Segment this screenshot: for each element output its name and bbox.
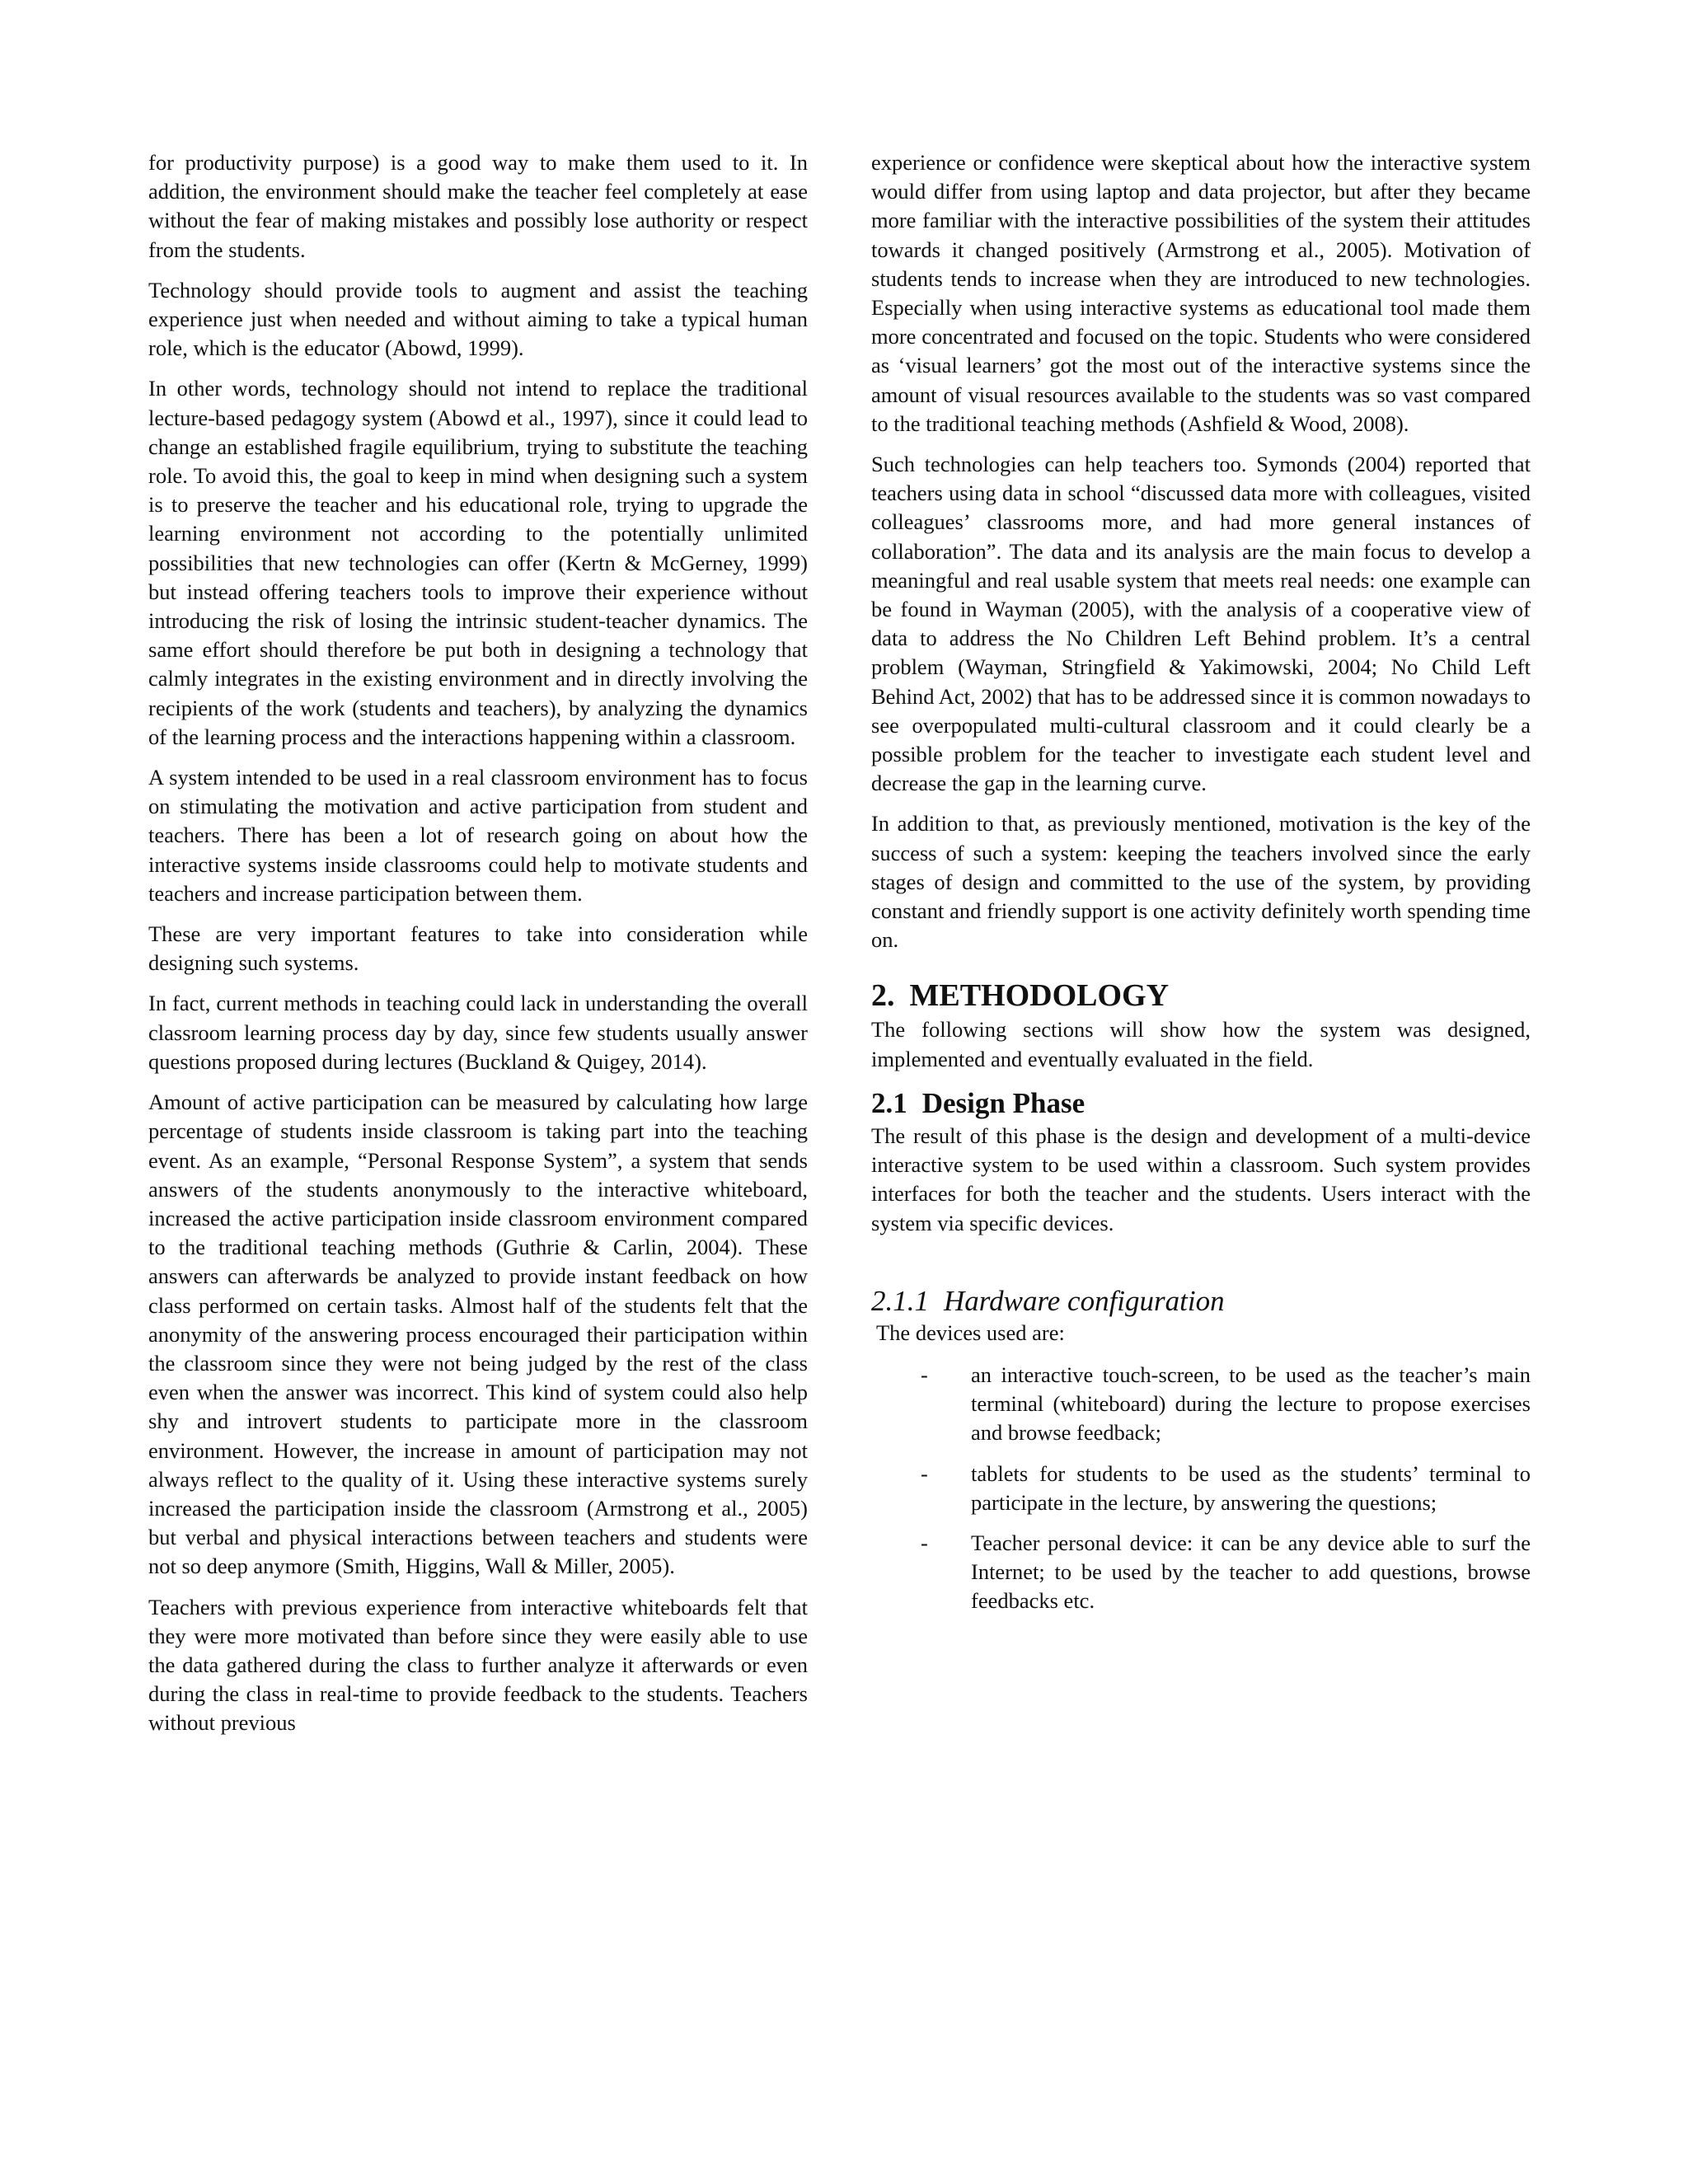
methodology-intro: The following sections will show how the system was designed, implemented and eventually evaluated in the field. — [871, 1017, 1531, 1071]
right-column — [871, 148, 1531, 1628]
paragraph: Teachers with previous experience from interactive whiteboards felt that they were more motivated than before since they were easily able to use the data gathered during the class to further analyze it afterwards or even during the class in real-time to provide feedback to the students. Teachers without previous — [148, 1594, 808, 1736]
list-item — [871, 1529, 1531, 1616]
paragraph: These are very important features to take into consideration while designing such systems. — [148, 921, 808, 976]
paragraph: experience or confidence were skeptical about how the interactive system would differ from using laptop and data projector, but after they became more familiar with the interactive possibilities of the system their attitudes towards it changed positively (Armstrong et al., 2005). Motivation of students tends to increase when they are introduced to new technologies. Especially when using interactive systems as educational tool made them more concentrated and focused on the topic. Students who were considered as ‘visual learners’ got the most out of the interactive systems since the amount of visual resources available to the students was so vast compared to the traditional teaching methods (Ashfield & Wood, 2008). — [871, 150, 1531, 436]
list-item — [871, 1460, 1531, 1517]
paragraph: for productivity purpose) is a good way to make them used to it. In addition, the environment should make the teacher feel completely at ease without the fear of making mistakes and possibly lose authority or respect from the students. — [148, 150, 808, 262]
subsection-number: 2.1 — [871, 1086, 907, 1119]
section-title: METHODOLOGY — [909, 978, 1170, 1014]
paragraph: Such technologies can help teachers too. Symonds (2004) reported that teachers using data in school “discussed data more with colleagues, visited colleagues’ classrooms more, and had more general instances of collaboration”. The data and its analysis are the main focus to develop a meaningful and real usable system that meets real needs: one example can be found in Wayman (2005), with the analysis of a cooperative view of data to address the No Children Left Behind problem. It’s a central problem (Wayman, Stringfield & Yakimowski, 2004; No Child Left Behind Act, 2002) that has to be addressed since it is common nowadays to see overpopulated multi-cultural classroom and it could clearly be a possible problem for the teacher to investigate each student level and decrease the gap in the learning curve. — [871, 452, 1531, 796]
subsection-title: Design Phase — [921, 1086, 1085, 1119]
design-phase-text: The result of this phase is the design and development of a multi-device interactive system to be used within a classroom. Such system provides interfaces for both the teacher and the students. Users interact with the system via specific devices. — [871, 1122, 1531, 1235]
subsubsection-heading-hardware — [871, 1284, 1531, 1319]
list-item — [871, 1361, 1531, 1448]
dash-bullet: - — [921, 1460, 928, 1486]
paragraph: In addition to that, as previously mentioned, motivation is the key of the success of such a system: keeping the teachers involved since the early stages of design and committed to the use of the system, by providing constant and friendly support is one activity definitely worth spending time on. — [871, 811, 1531, 953]
section-number: 2. — [871, 978, 895, 1014]
left-column — [148, 148, 808, 1750]
paragraph: In other words, technology should not intend to replace the traditional lecture-based pedagogy system (Abowd et al., 1997), since it could lead to change an established fragile equilibrium, trying to substitute the teaching role. To avoid this, the goal to keep in mind when designing such a system is to preserve the teacher and his educational role, trying to upgrade the learning environment not according to the potentially unlimited possibilities that new technologies can offer (Kertn & McGerney, 1999) but instead offering teachers tools to improve their experience without introducing the risk of losing the intrinsic student-teacher dynamics. The same effort should therefore be put both in designing a technology that calmly integrates in the existing environment and in directly involving the recipients of the work (students and teachers), by analyzing the dynamics of the learning process and the interactions happening within a classroom. — [148, 376, 808, 749]
paragraph: Technology should provide tools to augment and assist the teaching experience just when needed and without aiming to take a typical human role, which is the educator (Abowd, 1999). — [148, 277, 808, 361]
paragraph: A system intended to be used in a real classroom environment has to focus on stimulating the motivation and active participation from student and teachers. There has been a lot of research going on about how the interactive systems inside classrooms could help to motivate students and teachers and increase participation between them. — [148, 765, 808, 906]
dash-bullet: - — [921, 1530, 928, 1555]
section-heading-methodology — [871, 976, 1531, 1015]
paragraph: In fact, current methods in teaching could lack in understanding the overall classroom learning process day by day, since few students usually answer questions proposed during lectures (Buckland & Quigey, 2014). — [148, 991, 808, 1074]
device-list — [871, 1361, 1531, 1616]
dash-bullet: - — [921, 1361, 928, 1387]
subsubsection-number: 2.1.1 — [871, 1284, 929, 1317]
devices-lead: The devices used are: — [876, 1319, 1065, 1345]
list-item-text: tablets for students to be used as the students’ terminal to participate in the lecture, by answering the questions; — [971, 1460, 1531, 1515]
list-item-text: an interactive touch-screen, to be used as the teacher’s main terminal (whiteboard) during the lecture to propose exercises and browse feedback; — [971, 1361, 1531, 1446]
paragraph: Amount of active participation can be measured by calculating how large percentage of students inside classroom is taking part into the teaching event. As an example, “Personal Response System”, a system that sends answers of the students anonymously to the interactive whiteboard, increased the active participation inside classroom environment compared to the traditional teaching methods (Guthrie & Carlin, 2004). These answers can afterwards be analyzed to provide instant feedback on how class performed on certain tasks. Almost half of the students felt that the anonymity of the answering process encouraged their participation within the classroom since they were not being judged by the rest of the class even when the answer was incorrect. This kind of system could also help shy and introvert students to participate more in the classroom environment. However, the increase in amount of participation may not always reflect to the quality of it. Using these interactive systems surely increased the participation inside the classroom (Armstrong et al., 2005) but verbal and physical interactions between teachers and students were not so deep anymore (Smith, Higgins, Wall & Miller, 2005). — [148, 1090, 808, 1579]
subsubsection-title: Hardware configuration — [944, 1284, 1225, 1317]
subsection-heading-design-phase — [871, 1085, 1531, 1122]
list-item-text: Teacher personal device: it can be any device able to surf the Internet; to be used by the teacher to add questions, browse feedbacks etc. — [971, 1530, 1531, 1614]
